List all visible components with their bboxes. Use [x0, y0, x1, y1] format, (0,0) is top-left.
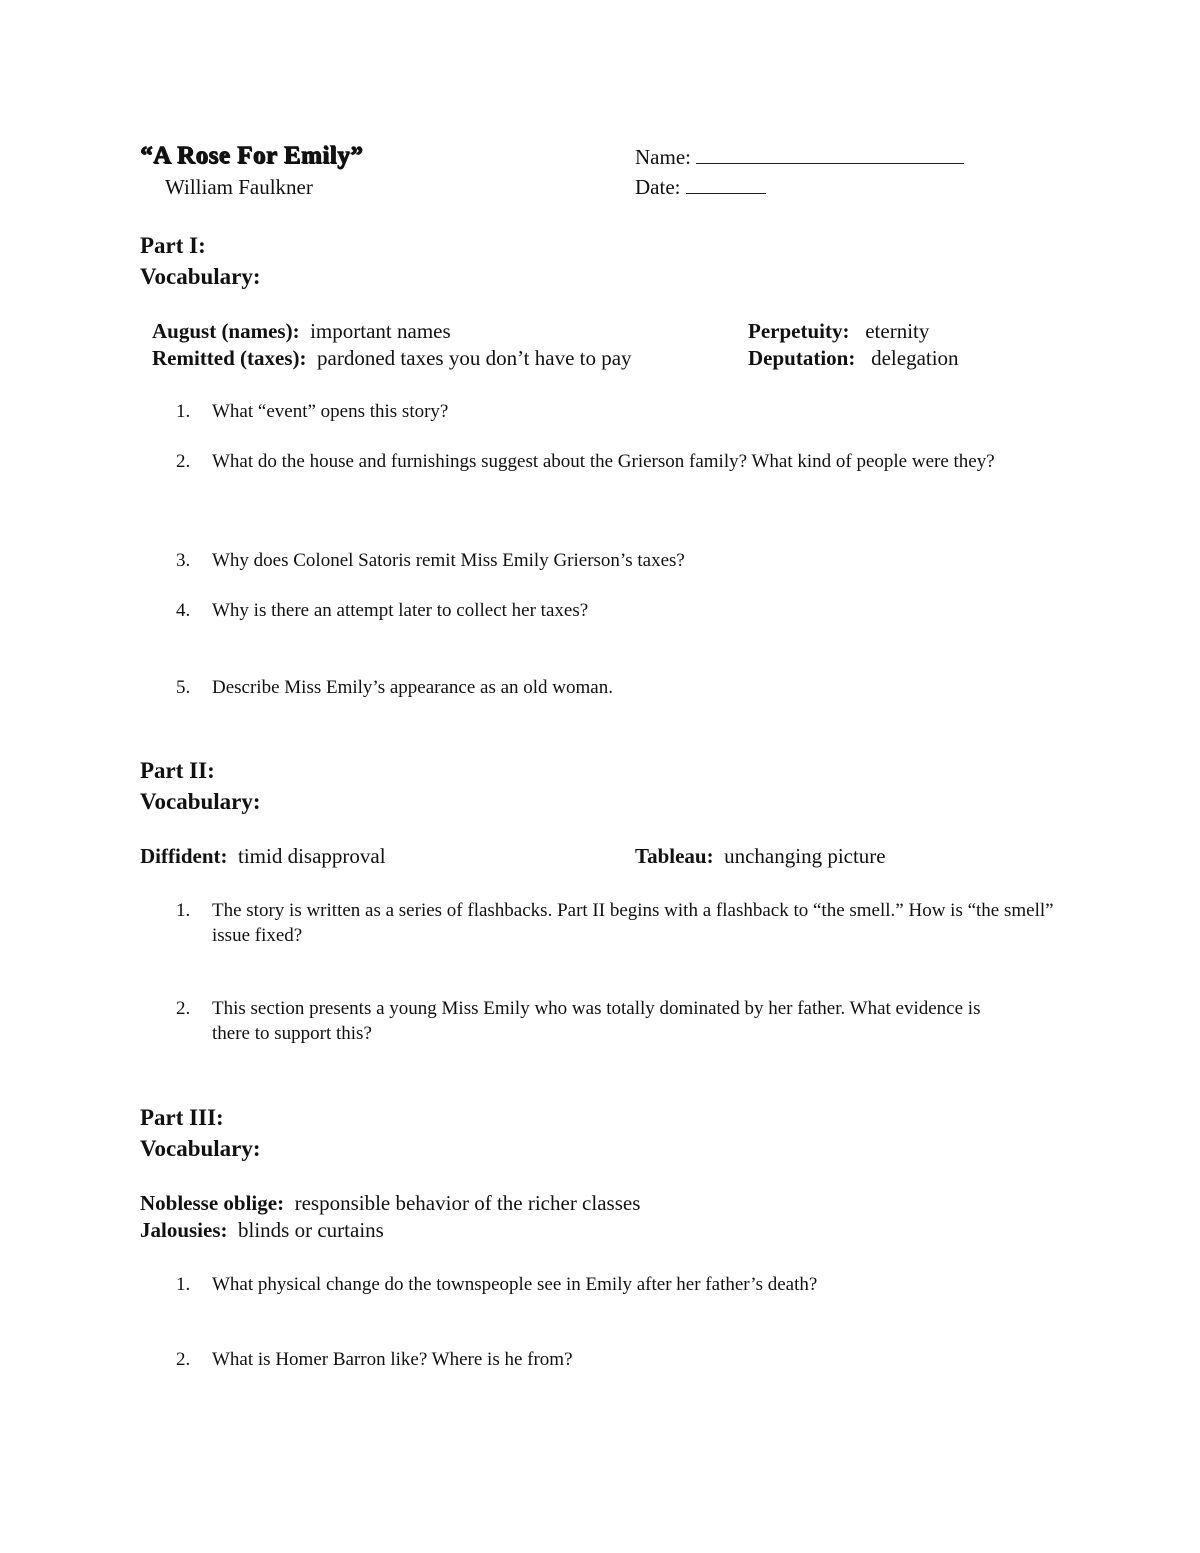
question-number: 1.: [176, 900, 191, 921]
question-item: [176, 399, 1062, 424]
part-1-label: Part I:: [140, 233, 206, 258]
date-blank-line[interactable]: [686, 175, 766, 194]
part-3-vocabulary-label: Vocabulary:: [140, 1136, 261, 1161]
part-1-vocabulary-label: Vocabulary:: [140, 264, 261, 289]
vocab-term-tableau: [635, 844, 886, 869]
date-label: Date:: [635, 175, 681, 199]
vocab-definition: responsible behavior of the richer classes: [294, 1191, 641, 1215]
vocab-term-diffident: [140, 844, 386, 869]
question-item: [176, 548, 1062, 573]
vocab-definition: delegation: [871, 346, 959, 370]
vocab-definition: important names: [310, 319, 451, 343]
question-number: 2.: [176, 998, 191, 1019]
question-item: [176, 1347, 1062, 1372]
vocab-term: Noblesse oblige:: [140, 1191, 285, 1215]
vocab-term: Perpetuity:: [748, 319, 850, 343]
question-number: 3.: [176, 550, 191, 571]
question-text: The story is written as a series of flashbacks. Part II begins with a flashback to “the smell.” How is “the smell” issue fixed?: [212, 900, 1054, 946]
name-label: Name:: [635, 145, 691, 169]
vocab-definition: timid disapproval: [238, 844, 386, 868]
author-name: William Faulkner: [165, 175, 313, 199]
question-text: What do the house and furnishings suggest about the Grierson family? What kind of people were they?: [212, 451, 995, 472]
question-number: 1.: [176, 401, 191, 422]
question-text: What “event” opens this story?: [212, 401, 449, 422]
vocab-term-noblesse-oblige: [140, 1191, 640, 1216]
vocab-term-perpetuity: [748, 319, 929, 344]
question-item: [176, 449, 1062, 474]
vocab-term-deputation: [748, 346, 959, 371]
vocab-term: Tableau:: [635, 844, 714, 868]
vocab-term-remitted: [152, 346, 632, 371]
date-field[interactable]: [635, 175, 766, 200]
vocab-term-jalousies: [140, 1218, 384, 1243]
question-number: 5.: [176, 677, 191, 698]
question-item: [176, 1272, 1062, 1297]
vocab-term: Diffident:: [140, 844, 228, 868]
question-item: [176, 598, 1062, 623]
question-item: [176, 675, 1062, 700]
question-text: Why does Colonel Satoris remit Miss Emily Grierson’s taxes?: [212, 550, 685, 571]
question-text: Why is there an attempt later to collect her taxes?: [212, 600, 589, 621]
part-3-label: Part III:: [140, 1105, 224, 1130]
vocab-term: Jalousies:: [140, 1218, 228, 1242]
vocab-definition: unchanging picture: [724, 844, 886, 868]
part-2-label: Part II:: [140, 758, 215, 783]
question-number: 2.: [176, 451, 191, 472]
vocab-definition: pardoned taxes you don’t have to pay: [317, 346, 632, 370]
question-item: [176, 996, 1012, 1046]
name-field[interactable]: [635, 145, 964, 170]
vocab-term: Remitted (taxes):: [152, 346, 307, 370]
question-text: What physical change do the townspeople see in Emily after her father’s death?: [212, 1274, 818, 1295]
part-2-vocabulary-label: Vocabulary:: [140, 789, 261, 814]
vocab-definition: eternity: [865, 319, 930, 343]
vocab-term-august: [152, 319, 451, 344]
question-number: 1.: [176, 1274, 191, 1295]
question-text: This section presents a young Miss Emily who was totally dominated by her father. What evidence is there to support this?: [212, 998, 981, 1044]
vocab-definition: blinds or curtains: [238, 1218, 384, 1242]
question-number: 2.: [176, 1349, 191, 1370]
name-blank-line[interactable]: [696, 145, 964, 164]
worksheet-title: “A Rose For Emily”: [140, 142, 364, 169]
question-number: 4.: [176, 600, 191, 621]
question-text: Describe Miss Emily’s appearance as an old woman.: [212, 677, 613, 698]
question-item: [176, 898, 1062, 948]
vocab-term: Deputation:: [748, 346, 856, 370]
vocab-term: August (names):: [152, 319, 300, 343]
question-text: What is Homer Barron like? Where is he from?: [212, 1349, 573, 1370]
